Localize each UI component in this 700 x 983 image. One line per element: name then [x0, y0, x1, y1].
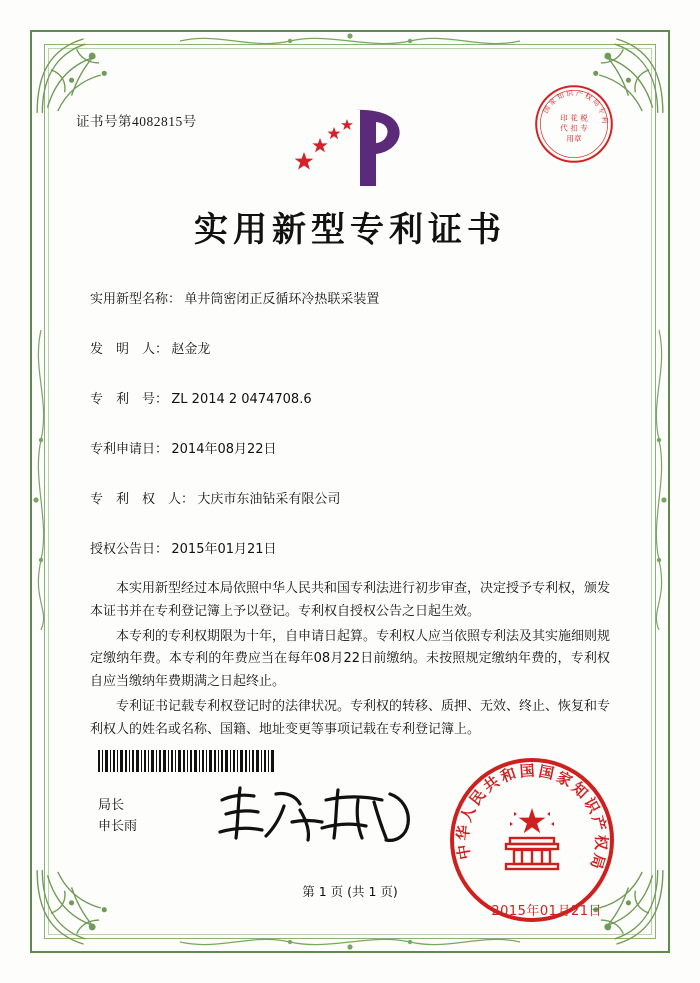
- field-row: [90, 438, 620, 488]
- edge-ornament-icon: [180, 931, 520, 953]
- legal-paragraph: 专利证书记载专利权登记时的法律状况。专利权的转移、质押、无效、终止、恢复和专利权人的姓名或名称、国籍、地址变更等事项记载在专利登记簿上。: [90, 698, 611, 737]
- legal-paragraph: 本专利的专利权期限为十年，自申请日起算。专利权人应当依照专利法及其实施细则规定缴纳年费。本专利的年费应当在每年08月22日前缴纳。未按照规定缴纳年费的，专利权自应当缴纳年费期满之日起终止。: [90, 628, 611, 689]
- svg-text:知: 知: [555, 90, 566, 102]
- field-row: [90, 338, 620, 388]
- svg-text:识: 识: [565, 88, 574, 99]
- svg-text:局: 局: [590, 96, 603, 109]
- svg-text:人: 人: [456, 803, 480, 825]
- field-list: [90, 288, 620, 588]
- certificate-content: [62, 60, 638, 920]
- svg-text:产: 产: [575, 88, 584, 99]
- field-label: 专 利 权 人：: [90, 492, 195, 507]
- svg-text:中: 中: [453, 843, 475, 861]
- svg-text:国: 国: [540, 104, 553, 115]
- svg-text:识: 识: [580, 794, 604, 817]
- svg-text:国: 国: [537, 762, 556, 783]
- svg-text:权: 权: [583, 90, 594, 103]
- field-label: 专 利 号：: [90, 392, 169, 407]
- field-value: ZL 2014 2 0474708.6: [171, 392, 312, 407]
- field-value: 2015年01月21日: [171, 542, 277, 557]
- svg-text:和: 和: [498, 764, 519, 787]
- svg-text:税: 税: [580, 113, 588, 123]
- edge-ornament-icon: [648, 330, 670, 630]
- field-row: [90, 288, 620, 338]
- legal-text: [90, 578, 610, 743]
- svg-text:用章: 用章: [566, 133, 582, 143]
- svg-text:印: 印: [560, 113, 568, 123]
- tax-stamp-seal: [532, 82, 616, 166]
- edge-ornament-icon: [180, 30, 520, 52]
- director-name: 申长雨: [98, 818, 138, 834]
- svg-text:共: 共: [480, 772, 503, 796]
- field-row: [90, 488, 620, 538]
- handwritten-signature: [214, 780, 424, 850]
- seal-date: 2015年01月21日: [491, 904, 602, 919]
- svg-text:知: 知: [568, 778, 592, 803]
- field-label: 发 明 人：: [90, 342, 169, 357]
- field-label: 专利申请日：: [90, 442, 169, 457]
- field-label: 授权公告日：: [90, 542, 169, 557]
- director-block: [98, 796, 137, 838]
- svg-text:家: 家: [553, 767, 576, 791]
- svg-text:权: 权: [591, 834, 611, 851]
- svg-text:专: 专: [596, 105, 608, 116]
- edge-ornament-icon: [30, 330, 52, 630]
- barcode: [98, 750, 276, 772]
- svg-text:国: 国: [519, 761, 536, 781]
- certificate-number: 证书号第4082815号: [76, 114, 197, 129]
- field-value: 赵金龙: [171, 342, 211, 357]
- legal-paragraph: 本实用新型经过本局依照中华人民共和国专利法进行初步审查，决定授予专利权，颁发本证书并在专利登记簿上予以登记。专利权自授权公告之日起生效。: [90, 581, 611, 619]
- svg-text:花: 花: [570, 113, 578, 123]
- page-title: 实用新型专利证书: [194, 210, 506, 250]
- svg-text:代: 代: [560, 123, 568, 133]
- svg-text:产: 产: [588, 813, 610, 833]
- svg-text:专: 专: [580, 123, 588, 133]
- field-value: 2014年08月22日: [171, 442, 277, 457]
- svg-text:利: 利: [599, 115, 610, 124]
- field-value: 单井筒密闭正反循环冷热联采装置: [184, 292, 380, 307]
- svg-text:扣: 扣: [570, 123, 578, 133]
- svg-text:家: 家: [546, 95, 559, 108]
- director-label: 局长: [98, 798, 125, 813]
- cnipa-logo-icon: [290, 102, 414, 192]
- svg-text:华: 华: [453, 824, 474, 842]
- field-value: 大庆市东油钻采有限公司: [197, 492, 341, 507]
- svg-text:局: 局: [586, 851, 609, 872]
- field-label: 实用新型名称：: [90, 292, 182, 307]
- field-row: [90, 388, 620, 438]
- svg-text:民: 民: [465, 786, 490, 809]
- page-footer: 第 1 页 (共 1 页): [302, 884, 398, 899]
